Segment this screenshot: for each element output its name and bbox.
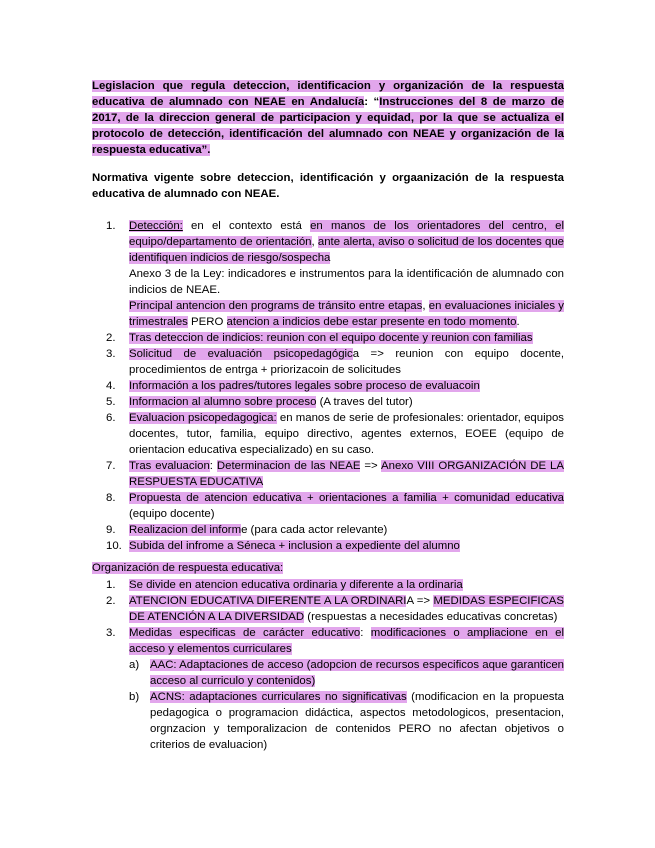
highlighted-text: Evaluacion psicopedagogica: <box>129 412 277 424</box>
sublist-item <box>129 657 564 689</box>
list-item <box>92 522 564 538</box>
list-item-number: 2. <box>106 332 116 344</box>
highlighted-text: , el <box>543 220 564 232</box>
highlighted-text: MEDIDAS ESPECIFICAS DE ATENCIÓN A LA DIVERSIDAD <box>129 595 564 623</box>
list-item <box>92 593 564 625</box>
highlighted-text: Subida del infrome a Séneca + inclusion a expediente del alumno <box>129 540 460 552</box>
organizacion-heading <box>92 560 283 576</box>
list-item-number: 2. <box>106 595 116 607</box>
list-item-number: 3. <box>106 348 116 360</box>
text-span: => <box>360 460 382 472</box>
list-item-number: 1. <box>106 579 116 591</box>
sublist-item-letter: b) <box>129 691 140 703</box>
highlighted-text: (adopcion de recursos especificos aque garanticen acceso al curriculo y contenidos) <box>150 659 564 687</box>
highlighted-text: AAC: Adaptaciones de acceso <box>150 659 304 671</box>
highlighted-text: modificaciones o ampliacione en el acceso y elementos curriculares <box>129 627 564 655</box>
highlighted-text: Anexo VIII ORGANIZACIÓN DE LA RESPUESTA EDUCATIVA <box>129 460 564 488</box>
normativa-paragraph: Normativa vigente sobre deteccion, identificación y orgaanización de la respuesta educativa de alumnado con NEAE. <box>92 172 564 200</box>
highlighted-text: + orientaciones a familia + comunidad educativa <box>301 492 564 504</box>
text-span: en el contexto está <box>182 220 311 232</box>
text-span: : <box>209 460 217 472</box>
highlighted-text: ante alerta, aviso o solicitud de los docentes que identifiquen indicios de riesgo/sospecha <box>129 236 564 264</box>
organizacion-list <box>92 577 564 753</box>
highlighted-text: Se divide en atencion educativa ordinaria y diferente a la ordinaria <box>129 579 463 591</box>
intro-legislation-text: Legislacion que regula deteccion, identificacion y organización de la respuesta educativa de alumnado con NEAE en Andalucía <box>92 80 564 108</box>
anexo-3-paragraph: Anexo 3 de la Ley: indicadores e instrumentos para la identificación de alumnado con indicios de NEAE. <box>129 268 564 296</box>
deteccion-process-list <box>92 218 564 554</box>
highlighted-text: Solicitud de evaluación psicopedagógic <box>129 348 353 360</box>
list-item <box>92 625 564 753</box>
intro-colon-text: : “ <box>364 96 380 108</box>
list-item <box>92 218 564 330</box>
text-span: en manos de serie de profesionales: orientador, equipos docentes, tutor, familia, equipo directivo, agentes externos, EOEE (equipo de orientacion educativa especializado) en su caso. <box>129 412 564 456</box>
deteccion-label: Detección: <box>129 220 183 232</box>
text-span: (equipo docente) <box>129 508 215 520</box>
highlighted-text: Informacion al alumno sobre proceso <box>129 396 317 408</box>
highlighted-text: Tras deteccion de indicios: reunion con el equipo docente y reunion con familias <box>129 332 533 344</box>
list-item <box>92 394 564 410</box>
highlighted-text: Propuesta de atencion educativa <box>129 492 302 504</box>
highlighted-text: atencion a indicios debe estar presente en todo momento <box>226 316 517 328</box>
text-span: e (para cada actor relevante) <box>241 524 388 536</box>
text-span: (A traves del tutor) <box>316 396 413 408</box>
principal-atencion-paragraph <box>129 298 564 330</box>
list-item <box>92 577 564 593</box>
highlighted-text: ACNS: adaptaciones curriculares no significativas <box>150 691 407 703</box>
medidas-sublist <box>129 657 564 753</box>
highlighted-text: Principal antencion den programs de tránsito entre etapas <box>129 300 423 312</box>
list-item-number: 8. <box>106 492 116 504</box>
text-span: PERO <box>187 316 227 328</box>
list-item <box>92 330 564 346</box>
sublist-item-letter: a) <box>129 659 140 671</box>
list-item <box>92 346 564 378</box>
list-item-number: 4. <box>106 380 116 392</box>
list-item <box>92 458 564 490</box>
highlighted-text: Organización de respuesta educativa: <box>92 562 284 574</box>
list-item-number: 9. <box>106 524 116 536</box>
list-item-number: 1. <box>106 220 116 232</box>
sublist-item <box>129 689 564 753</box>
highlighted-text: Información a los padres/tutores legales sobre proceso de evaluacoin <box>129 380 480 392</box>
highlighted-text: equipo/departamento de orientación <box>129 236 312 248</box>
text-span: A => <box>406 595 434 607</box>
text-span: a => reunion con equipo docente, procedimientos de entrga + priorizacoin de solicitudes <box>129 348 564 376</box>
highlighted-text: Medidas especificas de carácter educativo <box>129 627 361 639</box>
text-span: . <box>516 316 520 328</box>
list-item-number: 5. <box>106 396 116 408</box>
text-span: , <box>311 236 318 248</box>
text-span: (modificacion en la propuesta pedagogica o programacion didáctica, aspectos metodologicos, presentacion, orgnzacion y temporalizacion de contenidos PERO no afectan objetivos o criterios de evaluacion) <box>150 691 564 751</box>
text-span: , <box>422 300 429 312</box>
highlighted-text: en manos de los orientadores del centro <box>310 220 544 232</box>
list-item-number: 7. <box>106 460 116 472</box>
list-item-number: 6. <box>106 412 116 424</box>
highlighted-text: Determinacion de las NEAE <box>216 460 361 472</box>
intro-instrucciones-text: Instrucciones del 8 de marzo de 2017 <box>92 96 565 124</box>
list-item <box>92 410 564 458</box>
list-item <box>92 378 564 394</box>
list-item <box>92 490 564 522</box>
highlighted-text: en evaluaciones iniciales y trimestrales <box>129 300 564 328</box>
list-item <box>92 538 564 554</box>
highlighted-text: Realizacion del inform <box>129 524 242 536</box>
intro-direccion-text: , de la direccion general de participacion y equidad, por la que se actualiza el protocolo de detección, identificación del alumnado con NEAE y organización de la respuesta educativa”. <box>92 112 564 156</box>
highlighted-text: ATENCION EDUCATIVA DIFERENTE A LA ORDINARI <box>129 595 407 607</box>
text-span: (respuestas a necesidades educativas concretas) <box>304 611 558 623</box>
list-item-number: 3. <box>106 627 116 639</box>
highlighted-text: Tras evaluacion <box>129 460 210 472</box>
text-span: : <box>360 627 371 639</box>
list-item-number: 10. <box>106 540 122 552</box>
intro-paragraph <box>92 78 564 158</box>
